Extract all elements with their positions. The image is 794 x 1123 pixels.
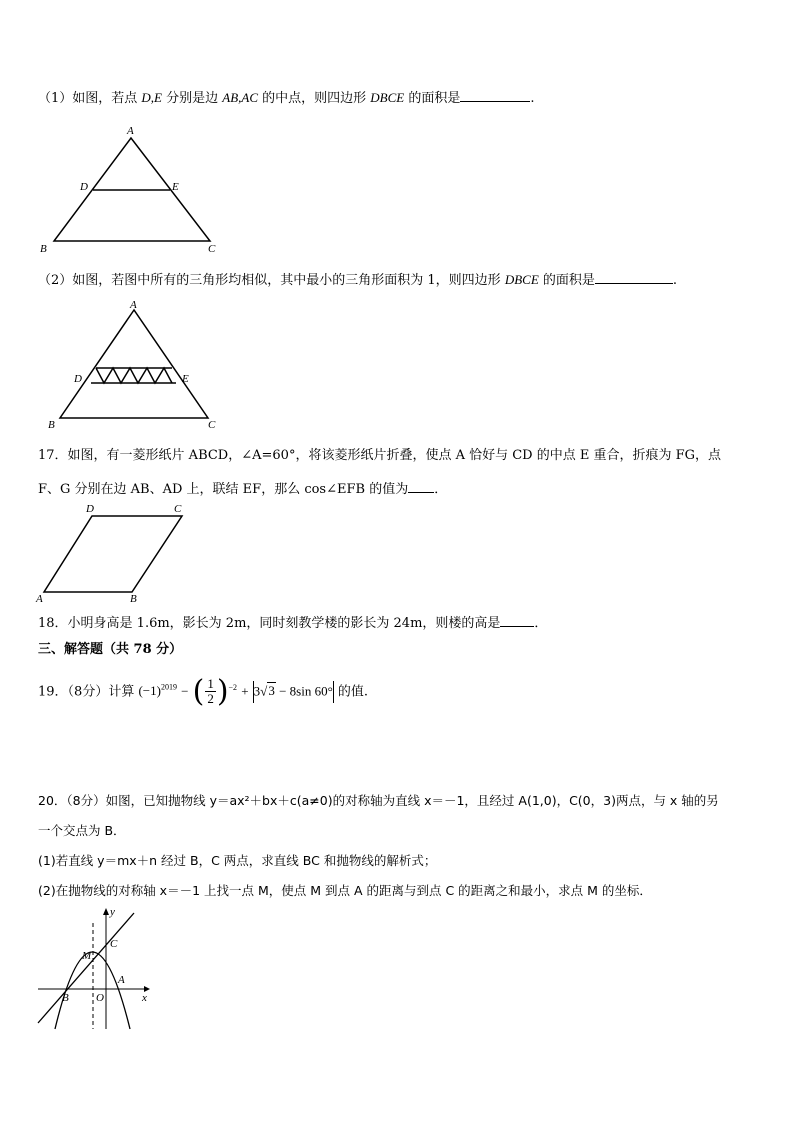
fig4-label-b: B — [62, 992, 69, 1004]
fig3-label-c: C — [174, 503, 182, 515]
answer-blank[interactable] — [460, 89, 530, 102]
fig2-label-e: E — [182, 373, 189, 385]
fig4-label-a: A — [118, 974, 125, 986]
q17-line2: F、G 分别在边 AB、AD 上，联结 EF，那么 cos∠EFB 的值为 ． — [38, 482, 448, 497]
rhombus-figure — [34, 500, 194, 604]
triangle-figure-1 — [36, 122, 226, 257]
fig1-label-a: A — [127, 125, 134, 137]
fig3-label-b: B — [130, 593, 137, 605]
q20-line2: 一个交点为 B． — [38, 823, 126, 838]
q20-line4: (2)在抛物线的对称轴 x＝－1 上找一点 M，使点 M 到点 A 的距离与到点 C 的距离之和最小，求点 M 的坐标． — [38, 883, 652, 898]
fig1-label-e: E — [172, 181, 179, 193]
answer-blank[interactable] — [408, 480, 434, 493]
fig3-label-a: A — [36, 593, 43, 605]
q18-text: 18．小明身高是 1.6m，影长为 2m，同时刻教学楼的影长为 24m，则楼的高是 ． — [38, 616, 548, 631]
q17-line1: 17．如图，有一菱形纸片 ABCD，∠A=60°，将该菱形纸片折叠，使点 A 恰好与 CD 的中点 E 重合，折痕为 FG，点 — [38, 448, 722, 463]
fig2-label-b: B — [48, 419, 55, 431]
fig1-label-c: C — [208, 243, 216, 255]
answer-blank[interactable] — [500, 614, 534, 627]
fig4-label-y: y — [110, 906, 115, 918]
fig1-label-b: B — [40, 243, 47, 255]
fig1-label-d: D — [80, 181, 88, 193]
fig4-label-x: x — [142, 992, 147, 1004]
fig2-label-c: C — [208, 419, 216, 431]
fraction: $\frac{1}{2}$ — [207, 676, 214, 707]
fig2-label-a: A — [130, 299, 137, 311]
fig2-label-d: D — [74, 373, 82, 385]
fig4-label-c: C — [110, 938, 118, 950]
parabola-figure — [30, 905, 160, 1035]
fig4-label-o: O — [96, 992, 104, 1004]
q20-line3: (1)若直线 y＝mx＋n 经过 B，C 两点，求直线 BC 和抛物线的解析式； — [38, 853, 437, 868]
q16-part1-text: （1）如图，若点 D,E 分别是边 AB,AC 的中点，则四边形 DBCE 的面积是 . — [38, 90, 535, 106]
q19-text: 19．（8分）计算 $(-1)^{2019}$ − ( $\frac{1}{2}$ )$^{-2}$ + 3√3 − 8sin 60° 的值. — [38, 673, 369, 709]
answer-blank[interactable] — [595, 271, 673, 284]
fig3-label-d: D — [86, 503, 94, 515]
fig4-label-m: M — [82, 950, 92, 962]
q16-part2-text: （2）如图，若图中所有的三角形均相似，其中最小的三角形面积为 1，则四边形 DBCE 的面积是 . — [38, 272, 678, 288]
section-heading: 三、解答题（共 78 分） — [38, 642, 183, 657]
triangle-figure-2 — [36, 300, 226, 430]
q20-line1: 20．（8分）如图，已知抛物线 y＝ax²＋bx＋c(a≠0)的对称轴为直线 x＝－1，且经过 A(1,0)，C(0，3)两点，与 x 轴的另 — [38, 793, 719, 808]
